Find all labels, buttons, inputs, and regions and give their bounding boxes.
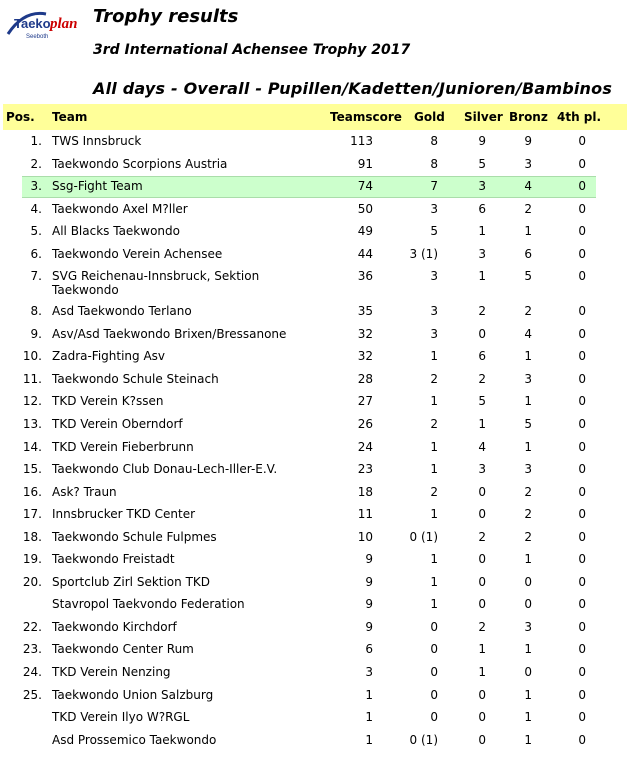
cell-bronz: 3 [524,371,532,386]
cell-gold: 1 [430,507,438,522]
cell-gold: 1 [430,349,438,364]
cell-score: 36 [357,269,373,284]
cell-team: Taekwondo Center Rum [52,642,194,657]
cell-fourth: 0 [578,529,586,544]
cell-fourth: 0 [578,326,586,341]
cell-gold: 8 [430,134,438,148]
cell-team: TKD Verein Fieberbrunn [52,439,194,454]
cell-silver: 9 [478,134,486,148]
cell-pos: 24. [22,665,42,680]
cell-silver: 2 [478,371,486,386]
cell-silver: 1 [478,642,486,657]
cell-fourth: 0 [578,269,586,284]
column-header-pos: Pos. [6,110,35,124]
cell-fourth: 0 [578,349,586,364]
column-header-team: Team [52,110,88,124]
cell-score: 9 [365,619,373,634]
cell-team: Taekwondo Axel M?ller [52,201,188,216]
cell-bronz: 0 [524,574,532,589]
cell-fourth: 0 [578,179,586,194]
cell-pos: 13. [22,417,42,432]
cell-bronz: 2 [524,484,532,499]
cell-fourth: 0 [578,134,586,148]
table-row [0,175,628,198]
table-row [0,638,628,661]
cell-fourth: 0 [578,665,586,680]
results-heading: All days - Overall - Pupillen/Kadetten/Junioren/Bambinos [93,79,613,98]
cell-team: Ssg-Fight Team [52,179,143,194]
cell-score: 44 [357,246,373,261]
column-header-fourth: 4th pl. [557,110,602,124]
cell-gold: 1 [430,552,438,567]
cell-bronz: 3 [524,619,532,634]
cell-team: TKD Verein Nenzing [52,665,171,680]
cell-pos: 17. [22,507,42,522]
cell-pos: 6. [30,246,42,261]
cell-score: 27 [357,394,373,409]
cell-score: 113 [350,134,373,148]
table-row [0,616,628,639]
cell-bronz: 2 [524,201,532,216]
table-row [0,661,628,684]
cell-gold: 1 [430,439,438,454]
cell-silver: 0 [478,552,486,567]
cell-score: 9 [365,574,373,589]
cell-bronz: 1 [524,732,532,747]
cell-score: 9 [365,597,373,612]
cell-silver: 2 [478,529,486,544]
table-row [0,593,628,616]
cell-bronz: 1 [524,642,532,657]
table-row [0,436,628,459]
cell-pos: 2. [30,156,42,171]
cell-pos: 23. [22,642,42,657]
cell-fourth: 0 [578,246,586,261]
cell-score: 1 [365,710,373,725]
cell-silver: 0 [478,710,486,725]
cell-fourth: 0 [578,597,586,612]
cell-bronz: 1 [524,687,532,702]
table-row [0,458,628,481]
cell-fourth: 0 [578,417,586,432]
table-row [0,323,628,346]
cell-pos: 9. [30,326,42,341]
cell-bronz: 2 [524,529,532,544]
table-row [0,243,628,266]
table-row [0,300,628,323]
cell-team: TKD Verein Oberndorf [52,417,183,432]
cell-team: Taekwondo Verein Achensee [52,246,223,261]
cell-bronz: 0 [524,665,532,680]
cell-team: Taekwondo Union Salzburg [52,687,214,702]
cell-gold: 8 [430,156,438,171]
cell-team: Taekwondo Scorpions Austria [52,156,228,171]
cell-silver: 2 [478,304,486,319]
cell-score: 1 [365,732,373,747]
cell-gold: 3 [430,326,438,341]
table-row [0,368,628,391]
cell-score: 28 [357,371,373,386]
table-row [0,130,628,153]
cell-gold: 0 (1) [409,732,438,747]
cell-pos: 10. [22,349,42,364]
cell-silver: 5 [478,394,486,409]
cell-pos: 8. [30,304,42,319]
cell-fourth: 0 [578,201,586,216]
cell-fourth: 0 [578,574,586,589]
cell-bronz: 1 [524,552,532,567]
cell-score: 74 [357,179,373,194]
table-row [0,198,628,221]
cell-silver: 6 [478,349,486,364]
cell-pos: 4. [30,201,42,216]
cell-fourth: 0 [578,687,586,702]
cell-pos: 14. [22,439,42,454]
cell-score: 10 [357,529,373,544]
cell-fourth: 0 [578,224,586,239]
cell-team: Taekwondo Club Donau-Lech-Iller-E.V. [52,462,278,477]
cell-score: 23 [357,462,373,477]
cell-silver: 2 [478,619,486,634]
table-row [0,153,628,176]
cell-fourth: 0 [578,394,586,409]
page-title: Trophy results [93,6,239,27]
table-row [0,526,628,549]
cell-pos: 1. [30,134,42,148]
cell-gold: 0 (1) [409,529,438,544]
table-row [0,503,628,526]
cell-silver: 0 [478,687,486,702]
cell-silver: 0 [478,574,486,589]
cell-score: 32 [357,349,373,364]
cell-bronz: 6 [524,246,532,261]
cell-silver: 1 [478,224,486,239]
cell-pos: 3. [30,179,42,194]
cell-silver: 1 [478,269,486,284]
cell-silver: 3 [478,246,486,261]
column-header-teamscore: Teamscore [330,110,402,124]
cell-fourth: 0 [578,507,586,522]
cell-bronz: 3 [524,156,532,171]
table-header [3,104,627,130]
results-table [0,130,628,751]
cell-gold: 5 [430,224,438,239]
table-row [0,706,628,729]
table-row [0,413,628,436]
cell-pos: 5. [30,224,42,239]
cell-score: 9 [365,552,373,567]
cell-bronz: 1 [524,710,532,725]
cell-fourth: 0 [578,304,586,319]
cell-team: Taekwondo Freistadt [52,552,175,567]
cell-team: Taekwondo Schule Steinach [52,371,219,386]
cell-bronz: 5 [524,269,532,284]
cell-silver: 0 [478,484,486,499]
cell-gold: 3 [430,304,438,319]
cell-silver: 4 [478,439,486,454]
cell-gold: 2 [430,417,438,432]
cell-team: TKD Verein Ilyo W?RGL [52,710,190,725]
cell-pos: 25. [22,687,42,702]
cell-score: 1 [365,687,373,702]
column-header-silver: Silver [464,110,503,124]
cell-silver: 0 [478,507,486,522]
cell-gold: 2 [430,484,438,499]
cell-bronz: 4 [524,326,532,341]
cell-team: SVG Reichenau-Innsbruck, Sektion Taekwondo [52,269,260,298]
cell-fourth: 0 [578,439,586,454]
cell-fourth: 0 [578,619,586,634]
cell-pos: 16. [22,484,42,499]
cell-team: Taekwondo Kirchdorf [52,619,177,634]
cell-gold: 1 [430,597,438,612]
cell-score: 11 [357,507,373,522]
cell-gold: 3 (1) [409,246,438,261]
cell-score: 35 [357,304,373,319]
cell-team: Zadra-Fighting Asv [52,349,166,364]
cell-gold: 1 [430,574,438,589]
cell-score: 32 [357,326,373,341]
cell-gold: 7 [430,179,438,194]
table-row [0,481,628,504]
cell-team: Taekwondo Schule Fulpmes [52,529,217,544]
cell-fourth: 0 [578,484,586,499]
cell-pos: 22. [22,619,42,634]
cell-score: 50 [357,201,373,216]
cell-fourth: 0 [578,462,586,477]
cell-team: TWS Innsbruck [52,134,142,148]
table-row [0,548,628,571]
cell-gold: 0 [430,619,438,634]
cell-score: 24 [357,439,373,454]
cell-fourth: 0 [578,710,586,725]
page-subtitle: 3rd International Achensee Trophy 2017 [93,42,411,58]
cell-bronz: 2 [524,304,532,319]
table-row [0,729,628,752]
cell-team: Innsbrucker TKD Center [52,507,196,522]
cell-bronz: 2 [524,507,532,522]
cell-pos: 19. [22,552,42,567]
cell-pos: 12. [22,394,42,409]
cell-bronz: 3 [524,462,532,477]
cell-pos: 7. [30,269,42,284]
cell-gold: 1 [430,462,438,477]
cell-team: Asd Taekwondo Terlano [52,304,192,319]
table-row [0,220,628,243]
cell-pos: 11. [22,371,42,386]
column-header-gold: Gold [414,110,445,124]
cell-bronz: 9 [524,134,532,148]
cell-silver: 0 [478,326,486,341]
cell-team: Asd Prossemico Taekwondo [52,732,217,747]
cell-bronz: 0 [524,597,532,612]
cell-team: Stavropol Taekvondo Federation [52,597,245,612]
cell-gold: 0 [430,687,438,702]
cell-pos: 15. [22,462,42,477]
table-row [0,571,628,594]
cell-bronz: 1 [524,224,532,239]
cell-silver: 1 [478,417,486,432]
cell-bronz: 1 [524,349,532,364]
cell-score: 49 [357,224,373,239]
cell-team: Sportclub Zirl Sektion TKD [52,574,211,589]
cell-score: 3 [365,665,373,680]
cell-pos: 20. [22,574,42,589]
cell-score: 18 [357,484,373,499]
cell-gold: 3 [430,201,438,216]
cell-silver: 5 [478,156,486,171]
cell-bronz: 4 [524,179,532,194]
logo-small-text: Seeboth [26,34,49,40]
logo-main-text: Taeko [14,16,51,31]
cell-silver: 3 [478,179,486,194]
table-row [0,265,628,300]
cell-fourth: 0 [578,552,586,567]
logo-script-text: plan [50,16,78,32]
cell-bronz: 1 [524,394,532,409]
cell-team: All Blacks Taekwondo [52,224,180,239]
cell-gold: 1 [430,394,438,409]
cell-gold: 0 [430,665,438,680]
cell-score: 26 [357,417,373,432]
cell-bronz: 5 [524,417,532,432]
cell-gold: 2 [430,371,438,386]
taekoplan-logo [4,4,88,44]
cell-silver: 1 [478,665,486,680]
cell-gold: 3 [430,269,438,284]
table-row [0,390,628,413]
cell-team: Asv/Asd Taekwondo Brixen/Bressanone [52,326,287,341]
cell-team: TKD Verein K?ssen [52,394,164,409]
cell-silver: 0 [478,732,486,747]
column-header-bronz: Bronz [509,110,548,124]
cell-bronz: 1 [524,439,532,454]
cell-gold: 0 [430,710,438,725]
cell-fourth: 0 [578,371,586,386]
cell-gold: 0 [430,642,438,657]
cell-pos: 18. [22,529,42,544]
table-row [0,684,628,707]
cell-fourth: 0 [578,732,586,747]
cell-score: 91 [357,156,373,171]
cell-silver: 6 [478,201,486,216]
cell-team: Ask? Traun [52,484,117,499]
cell-silver: 3 [478,462,486,477]
cell-score: 6 [365,642,373,657]
table-row [0,345,628,368]
cell-silver: 0 [478,597,486,612]
cell-fourth: 0 [578,156,586,171]
cell-fourth: 0 [578,642,586,657]
